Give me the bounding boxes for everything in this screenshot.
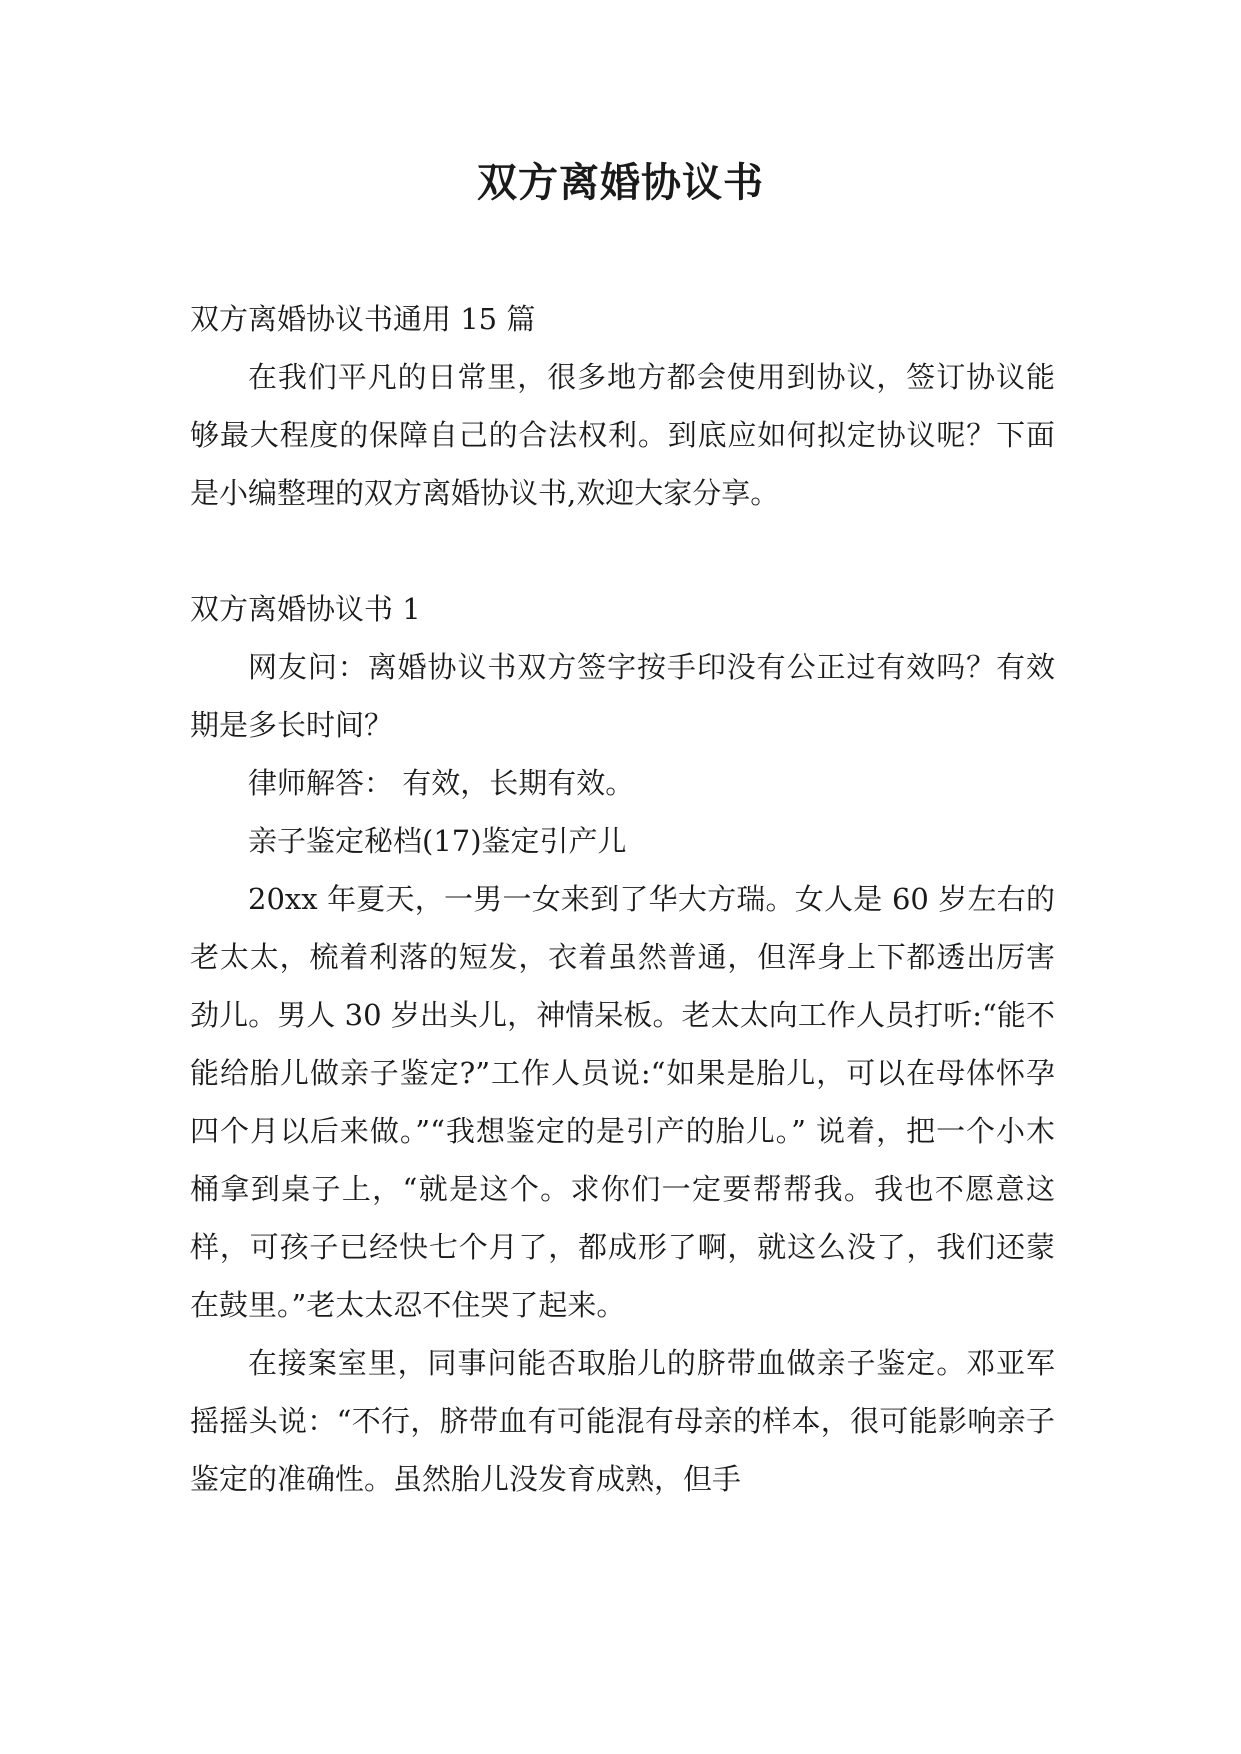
document-body xyxy=(190,290,1055,1508)
paragraph-question: 网友问：离婚协议书双方签字按手印没有公正过有效吗？有效期是多长时间？ xyxy=(190,650,1055,742)
paragraph-story-title: 亲子鉴定秘档(17)鉴定引产儿 xyxy=(248,824,627,858)
document-title: 双方离婚协议书 xyxy=(477,159,764,206)
intro-paragraph: 在我们平凡的日常里，很多地方都会使用到协议，签订协议能够最大程度的保障自己的合法权利。到底应如何拟定协议呢？下面是小编整理的双方离婚协议书,欢迎大家分享。 xyxy=(190,360,1055,510)
paragraph-case-room: 在接案室里，同事问能否取胎儿的脐带血做亲子鉴定。邓亚军摇摇头说：“不行，脐带血有可能混有母亲的样本，很可能影响亲子鉴定的准确性。虽然胎儿没发育成熟，但手 xyxy=(190,1346,1055,1496)
paragraph-story: 20xx 年夏天，一男一女来到了华大方瑞。女人是 60 岁左右的老太太，梳着利落的短发，衣着虽然普通，但浑身上下都透出厉害劲儿。男人 30 岁出头儿，神情呆板。老太太向工作人员打听:“能不能给胎儿做亲子鉴定?”工作人员说:“如果是胎儿，可以在母体怀孕四个月以后来做。”“我想鉴定的是引产的胎儿。” 说着，把一个小木桶拿到桌子上，“就是这个。求你们一定要帮帮我。我也不愿意这样，可孩子已经快七个月了，都成形了啊，就这么没了，我们还蒙在鼓里。”老太太忍不住哭了起来。 xyxy=(190,882,1055,1322)
paragraph-answer: 律师解答： 有效，长期有效。 xyxy=(248,766,635,800)
document-subtitle: 双方离婚协议书通用 15 篇 xyxy=(190,302,536,336)
section-heading: 双方离婚协议书 1 xyxy=(190,592,421,626)
section-spacer xyxy=(190,522,1055,580)
